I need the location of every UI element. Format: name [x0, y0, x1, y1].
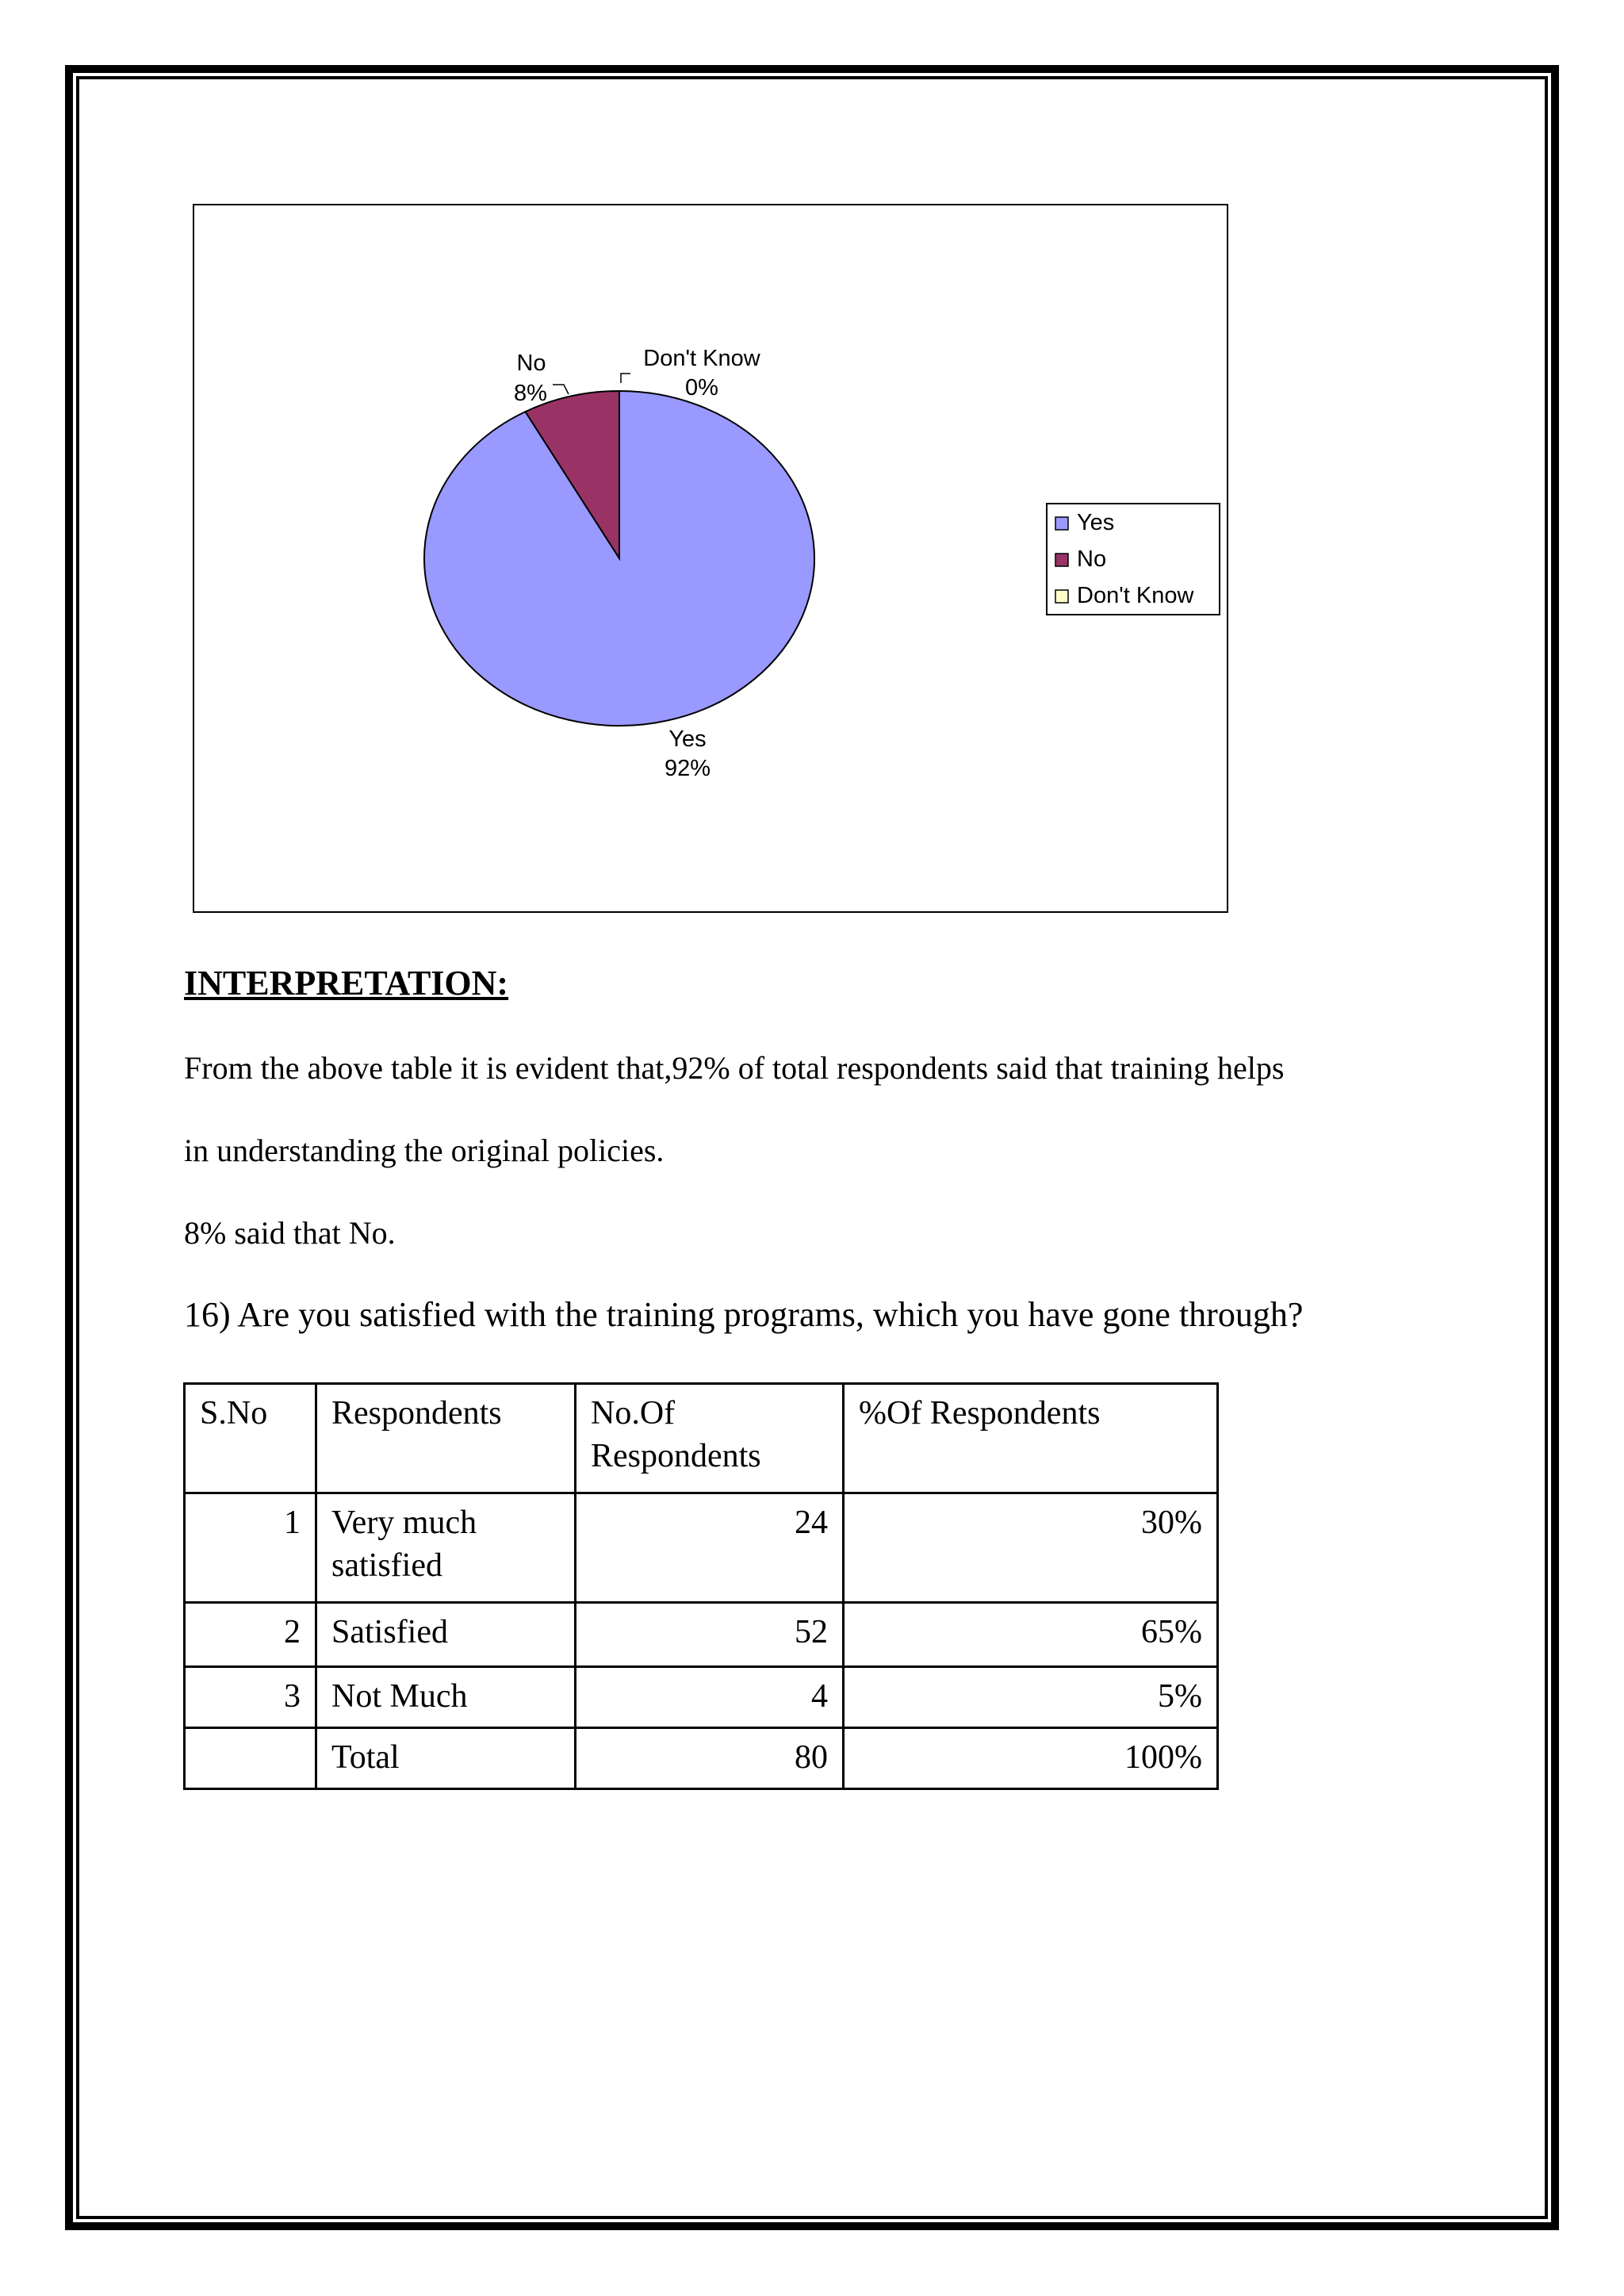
table-row: [185, 1667, 1218, 1728]
cell-total-percent: 100%: [844, 1727, 1218, 1788]
cell-respondents: Not Much: [316, 1667, 576, 1728]
leader-line-no: [553, 385, 569, 394]
header-count-line-1: No.Of: [591, 1395, 676, 1432]
legend-label-yes: Yes: [1077, 510, 1115, 535]
cell-sno: 2: [185, 1603, 316, 1667]
cell-sno-empty: [185, 1727, 316, 1788]
interpretation-line-2: in understanding the original policies.: [184, 1133, 665, 1168]
interpretation-heading: INTERPRETATION:: [184, 964, 509, 1002]
leader-line-dont-know: [621, 374, 630, 383]
interpretation-line-3: 8% said that No.: [184, 1215, 396, 1251]
legend-swatch-dont-know: [1055, 590, 1068, 603]
header-respondents: Respondents: [316, 1384, 576, 1493]
cell-respondents-line-2: satisfied: [331, 1547, 442, 1584]
interpretation-line-1: From the above table it is evident that,92% of total respondents said that training helps: [184, 1050, 1285, 1086]
label-no: No: [516, 351, 546, 376]
cell-total-label: Total: [316, 1727, 576, 1788]
header-percent-of-respondents: %Of Respondents: [844, 1384, 1218, 1493]
table-total-row: [185, 1727, 1218, 1788]
cell-percent: 65%: [844, 1603, 1218, 1667]
cell-sno: 1: [185, 1493, 316, 1603]
cell-count: 4: [576, 1667, 844, 1728]
table-row: [185, 1493, 1218, 1603]
table-row: [185, 1603, 1218, 1667]
header-sno: S.No: [185, 1384, 316, 1493]
cell-count: 52: [576, 1603, 844, 1667]
table-header-row: [185, 1384, 1218, 1493]
pie-chart: [193, 204, 1228, 913]
cell-count: 24: [576, 1493, 844, 1603]
satisfaction-table: [183, 1382, 1219, 1790]
cell-total-count: 80: [576, 1727, 844, 1788]
header-count-line-2: Respondents: [591, 1437, 761, 1474]
label-dont-know-percent: 0%: [685, 375, 718, 401]
label-yes: Yes: [668, 726, 707, 752]
label-no-percent: 8%: [514, 381, 547, 406]
cell-respondents-line-1: Very much: [331, 1504, 477, 1541]
label-dont-know: Don't Know: [643, 346, 760, 371]
pie-chart-svg: [194, 205, 1227, 911]
legend-swatch-yes: [1055, 517, 1068, 530]
legend-swatch-no: [1055, 554, 1068, 566]
header-no-of-respondents: [576, 1384, 844, 1493]
cell-respondents: Satisfied: [316, 1603, 576, 1667]
legend-label-no: No: [1077, 546, 1107, 572]
label-yes-percent: 92%: [664, 756, 711, 781]
cell-sno: 3: [185, 1667, 316, 1728]
survey-question: 16) Are you satisfied with the training programs, which you have gone through?: [184, 1295, 1304, 1334]
cell-percent: 5%: [844, 1667, 1218, 1728]
cell-respondents: [316, 1493, 576, 1603]
legend-label-dont-know: Don't Know: [1077, 583, 1194, 608]
cell-percent: 30%: [844, 1493, 1218, 1603]
